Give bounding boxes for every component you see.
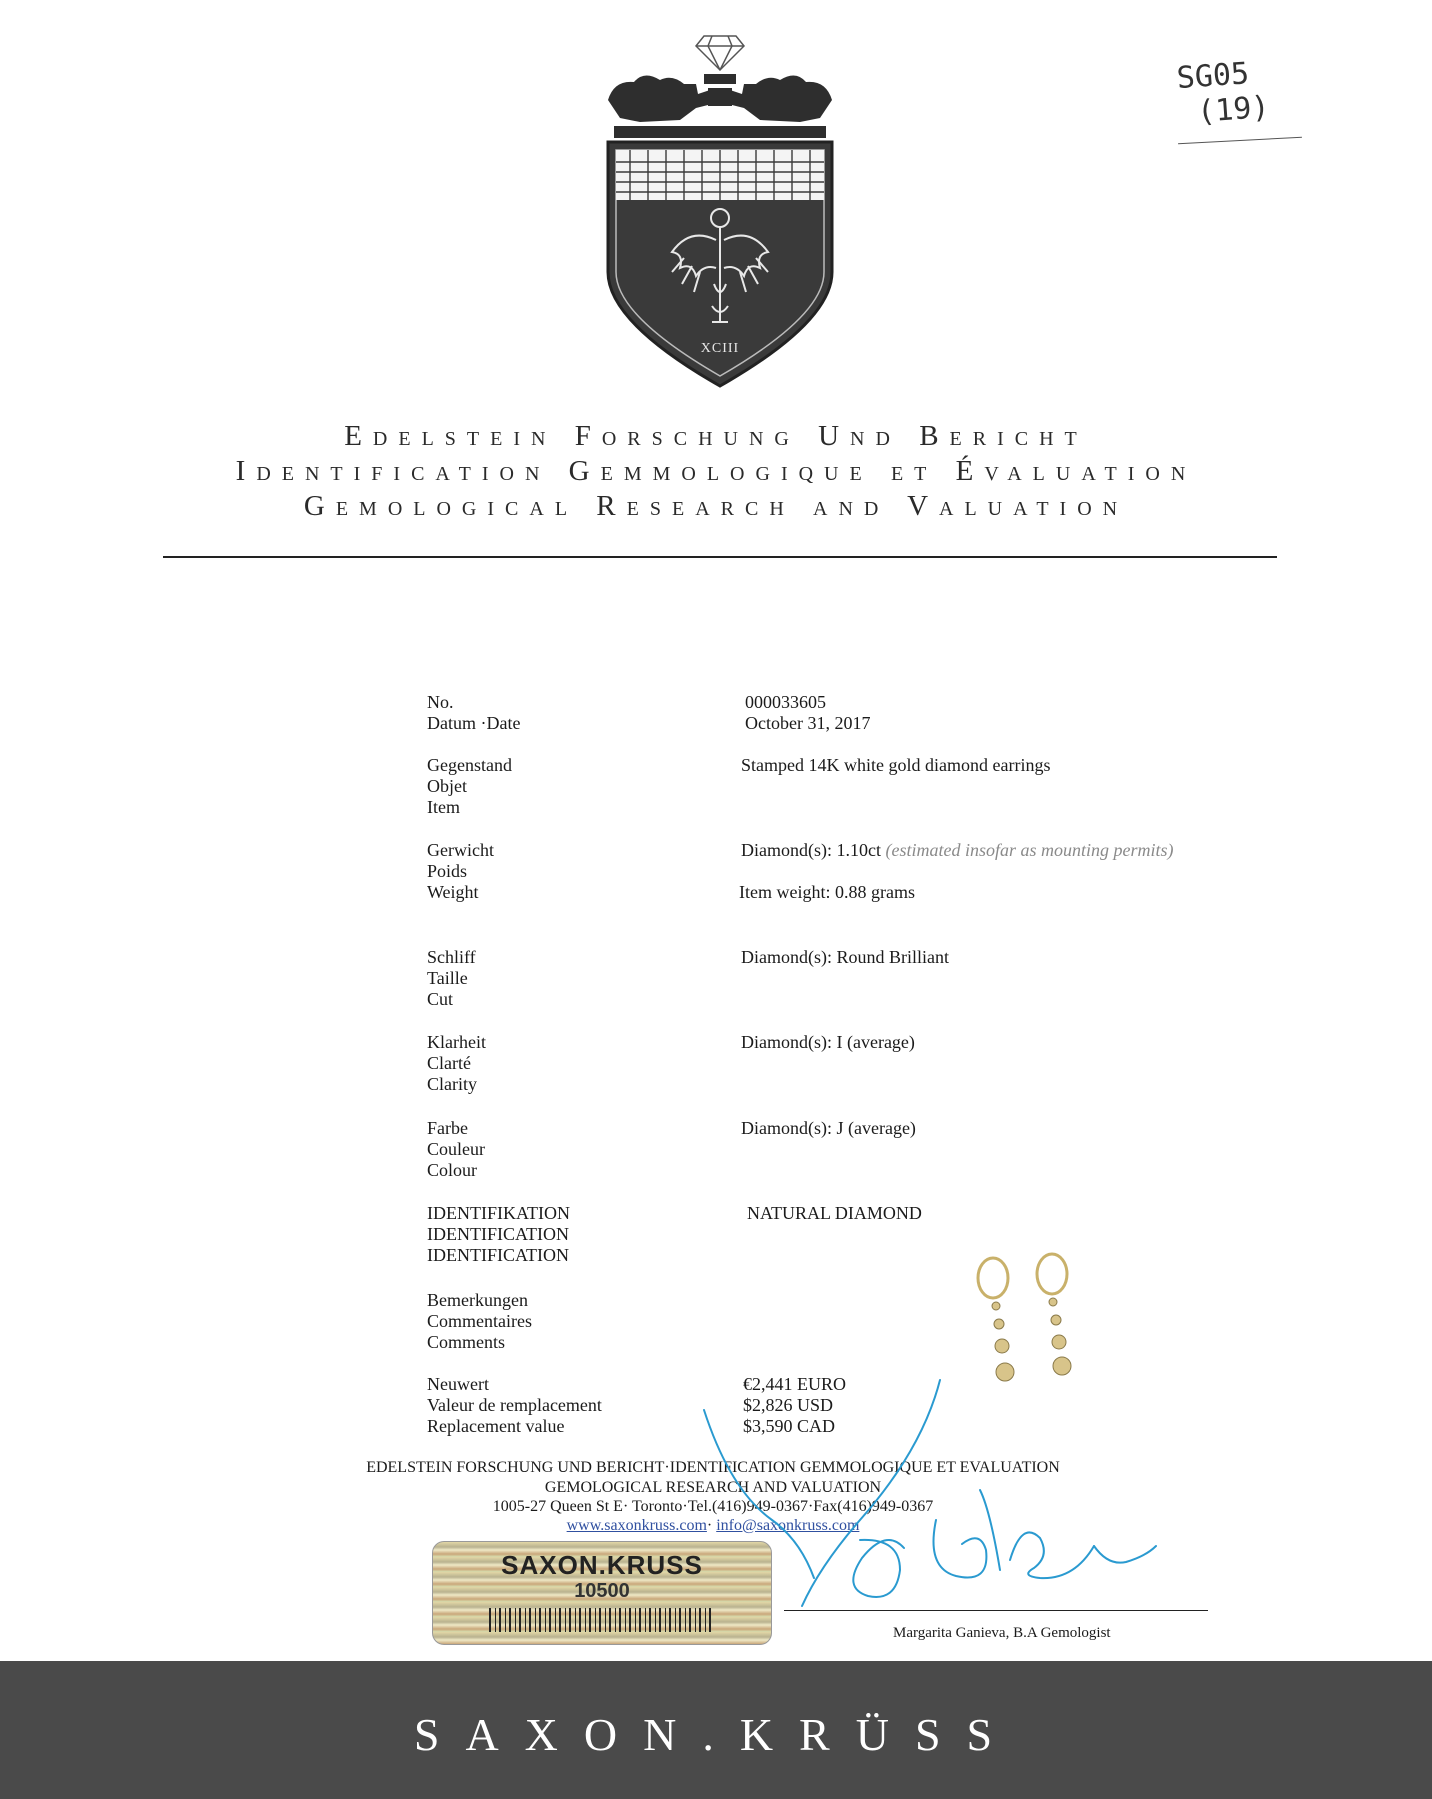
title-french: Identification Gemmologique et Évaluation [235, 455, 1197, 487]
signer-name: Margarita Ganieva, B.A Gemologist [893, 1625, 1111, 1641]
label-cut-en: Cut [427, 989, 454, 1009]
report-number: 000033605 [745, 692, 826, 712]
signature [690, 1370, 1160, 1620]
label-value-en: Replacement value [427, 1416, 565, 1436]
footer-address: 1005-27 Queen St E· Toronto·Tel.(416)949-0367·Fax(416)949-0367 [492, 1498, 934, 1515]
colour-value: Diamond(s): J (average) [741, 1118, 916, 1138]
hologram-number: 10500 [574, 1580, 630, 1602]
label-comments-de: Bemerkungen [427, 1290, 528, 1310]
label-ident-fr: IDENTIFICATION [427, 1224, 569, 1244]
cut-value: Diamond(s): Round Brilliant [741, 947, 949, 967]
label-clarity-en: Clarity [427, 1074, 477, 1094]
footer-line-1: EDELSTEIN FORSCHUNG UND BERICHT·IDENTIFICATION GEMMOLOGIQUE ET EVALUATION [366, 1459, 1060, 1476]
brand-name: SAXON.KRÜSS [413, 1709, 1019, 1760]
footer-line-2: GEMOLOGICAL RESEARCH AND VALUATION [544, 1479, 882, 1496]
title-german: Edelstein Forschung Und Bericht [344, 420, 1088, 452]
handwritten-note [1176, 55, 1271, 131]
label-comments-fr: Commentaires [427, 1311, 532, 1331]
label-cut-fr: Taille [427, 968, 468, 988]
label-weight-de: Gerwicht [427, 840, 494, 860]
label-colour-en: Colour [427, 1160, 478, 1180]
label-colour-de: Farbe [427, 1118, 468, 1138]
clarity-value: Diamond(s): I (average) [741, 1032, 915, 1052]
identification-value: NATURAL DIAMOND [747, 1203, 922, 1223]
diamond-icon [696, 36, 744, 70]
weight-note: (estimated insofar as mounting permits) [885, 840, 1174, 860]
label-cut [427, 947, 476, 1010]
handwritten-line-1: SG05 [1175, 56, 1251, 97]
value-cad: $3,590 CAD [743, 1416, 836, 1436]
handwritten-line-2: (19) [1196, 89, 1271, 130]
label-ident-en: IDENTIFICATION [427, 1245, 569, 1265]
email-link[interactable]: info@saxonkruss.com [716, 1517, 860, 1534]
label-weight [427, 840, 494, 903]
label-comments-en: Comments [427, 1332, 506, 1352]
value-usd: $2,826 USD [743, 1395, 834, 1415]
label-clarity [427, 1032, 486, 1095]
label-clarity-fr: Clarté [427, 1053, 471, 1073]
crest-logo [600, 22, 840, 392]
label-colour [427, 1118, 485, 1181]
hologram-barcode [489, 1608, 715, 1632]
label-date: Datum ·Date [427, 713, 521, 733]
label-identification [427, 1203, 570, 1266]
label-clarity-de: Klarheit [427, 1032, 486, 1052]
signature-line [784, 1610, 1208, 1611]
value-eur: €2,441 EURO [743, 1374, 846, 1394]
title-divider [163, 556, 1277, 558]
weight-value: Diamond(s): 1.10ct [741, 840, 881, 860]
crest-numeral: XCIII [700, 341, 740, 356]
label-item [427, 755, 512, 818]
label-comments [427, 1290, 532, 1353]
label-colour-fr: Couleur [427, 1139, 485, 1159]
label-cut-de: Schliff [427, 947, 476, 967]
label-weight-en: Weight [427, 882, 479, 902]
title-english: Gemological Research and Valuation [303, 490, 1129, 522]
weight-value-row [741, 840, 1173, 861]
label-weight-fr: Poids [427, 861, 468, 881]
website-link[interactable]: www.saxonkruss.com [566, 1517, 707, 1534]
label-item-fr: Objet [427, 776, 467, 796]
handwritten-underline [1178, 137, 1302, 144]
link-separator: · [706, 1517, 717, 1534]
label-value-fr: Valeur de remplacement [427, 1395, 602, 1415]
report-date: October 31, 2017 [745, 713, 871, 733]
item-value: Stamped 14K white gold diamond earrings [741, 755, 1051, 775]
griffins-crown [608, 74, 832, 138]
label-no: No. [427, 692, 454, 712]
item-weight: Item weight: 0.88 grams [739, 882, 915, 902]
label-item-de: Gegenstand [427, 755, 512, 775]
hologram-brand: SAXON.KRUSS [501, 1550, 703, 1580]
label-value [427, 1374, 602, 1437]
label-value-de: Neuwert [427, 1374, 489, 1394]
label-item-en: Item [427, 797, 460, 817]
label-ident-de: IDENTIFIKATION [427, 1203, 570, 1223]
